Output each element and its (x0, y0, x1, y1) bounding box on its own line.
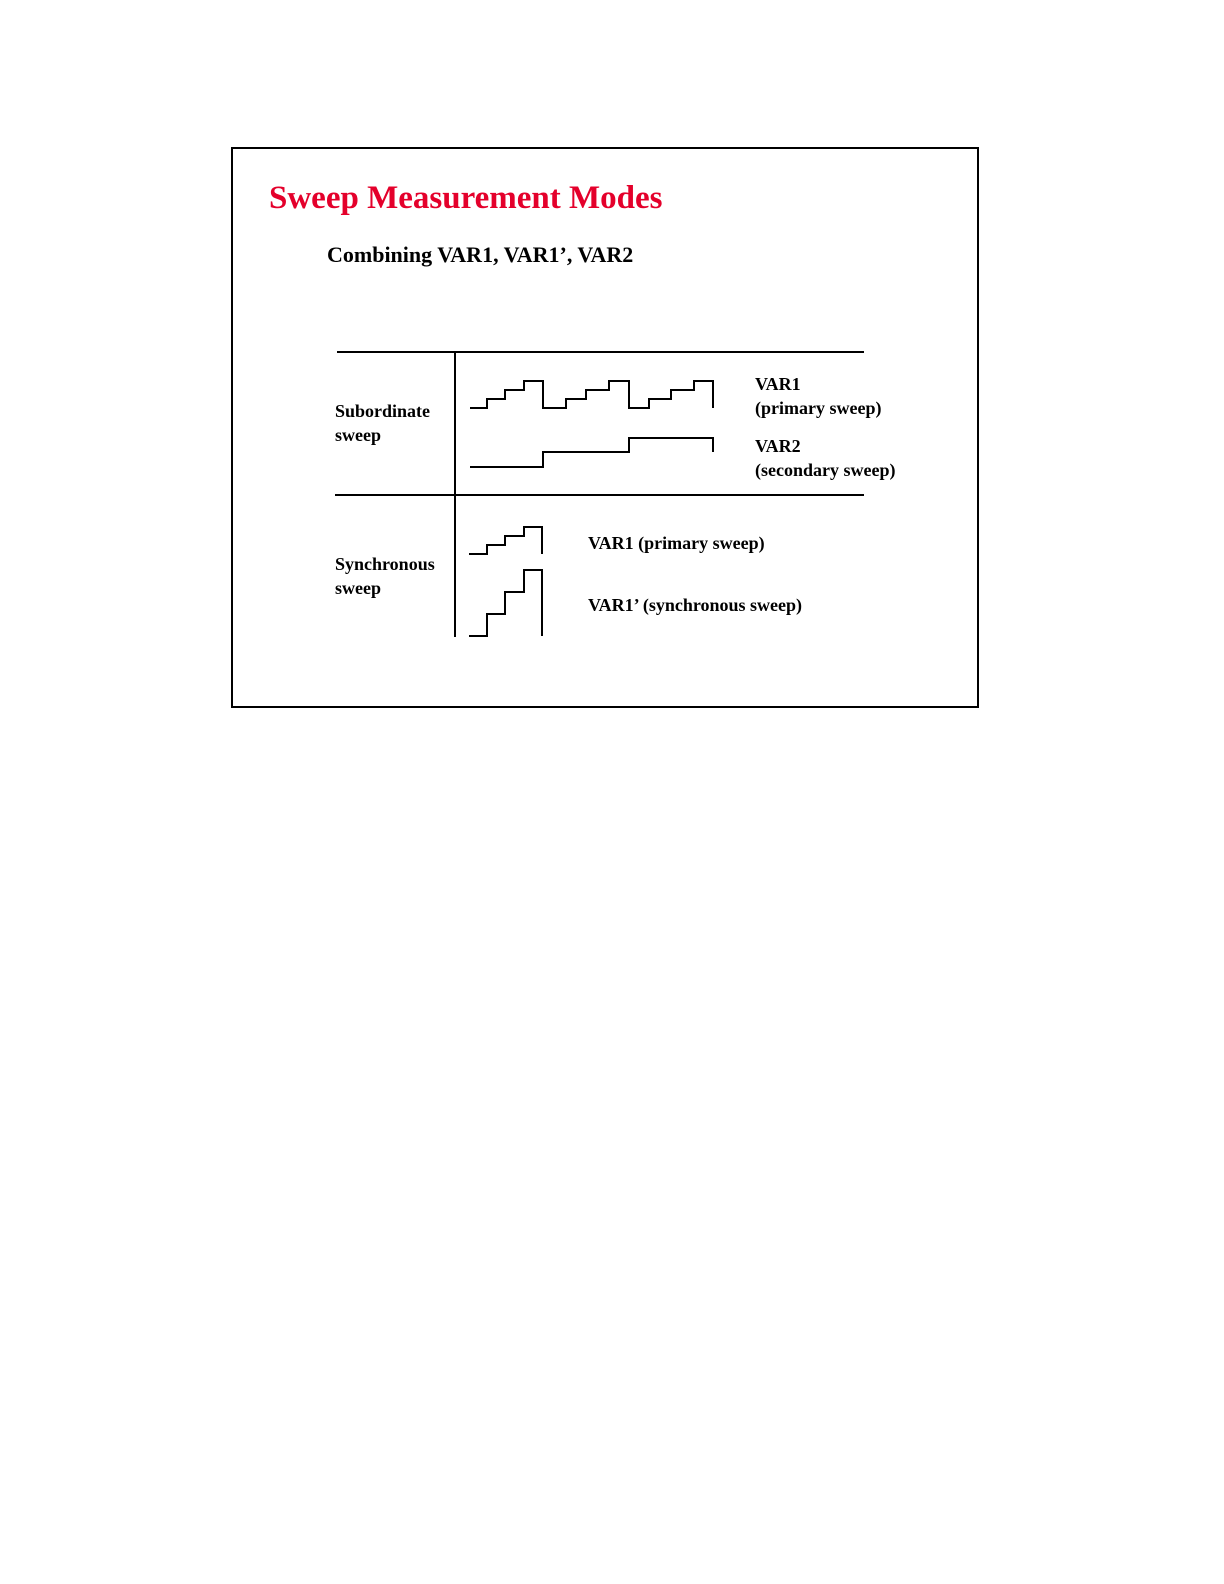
var2-name-label: VAR2 (755, 436, 801, 456)
var1-desc-label: (primary sweep) (755, 398, 882, 418)
var1-name-label: VAR1 (755, 374, 801, 394)
var2-desc-label: (secondary sweep) (755, 460, 896, 480)
slide-title: Sweep Measurement Modes (269, 180, 663, 216)
subordinate-label-line1: Subordinate (335, 401, 431, 421)
var1prime-synchronous-label: VAR1’ (synchronous sweep) (588, 595, 803, 615)
var1-synchronous-label: VAR1 (primary sweep) (588, 533, 765, 553)
synchronous-label-line1: Synchronous (335, 554, 435, 574)
synchronous-label-line2: sweep (335, 578, 381, 598)
slide-subtitle: Combining VAR1, VAR1’, VAR2 (327, 242, 634, 267)
subordinate-label-line2: sweep (335, 425, 381, 445)
